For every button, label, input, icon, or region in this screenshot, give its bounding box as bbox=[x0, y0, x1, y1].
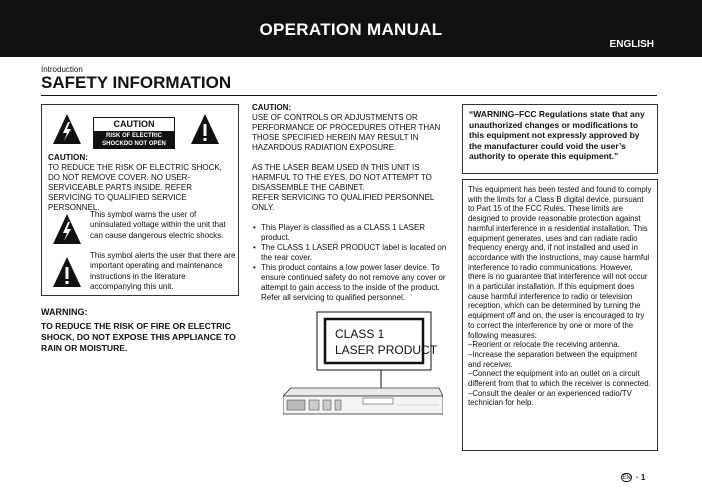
laser-label-illustration bbox=[283, 310, 443, 420]
list-item: –Reorient or relocate the receiving antenna. bbox=[468, 340, 620, 350]
fcc-info-box bbox=[462, 179, 658, 451]
laser-caution-heading: CAUTION: bbox=[252, 103, 292, 112]
laser-label-line-1: CLASS 1 bbox=[335, 327, 385, 341]
fcc-info-text: This equipment has been tested and found to comply with the limits for a Class B digital device, pursuant to Part 15 of the FCC Rules. These limits are designed to provide reasonable protection against harmful interference in a residential installation. This equipment generates, uses and can radiate radio frequency energy and, if not installed and used in accordance with the instructions, may cause harmful interference to radio communications. However, there is no guarantee that interference will not occur in a particular installation. If this equipment does cause harmful interference to radio or television reception, which can be determined by turning the equipment off and on, the user is encouraged to try to correct the interference by one or more of the following measures: bbox=[468, 185, 652, 340]
caution-label bbox=[93, 117, 175, 149]
list-item: –Consult the dealer or an experienced radio/TV technician for help. bbox=[468, 388, 632, 408]
title-rule bbox=[41, 95, 657, 96]
caution-label-line-1: RISK OF ELECTRIC bbox=[105, 133, 162, 139]
page-header bbox=[0, 0, 702, 57]
exclamation-symbol-text: This symbol alerts the user that there are important operating and maintenance instructions in the literature accompanying this unit. bbox=[90, 251, 236, 291]
electric-shock-symbol-text: This symbol warns the user of uninsulated voltage within the unit that can cause dangerous electric shocks. bbox=[90, 210, 226, 240]
warning-heading: WARNING: bbox=[41, 307, 88, 317]
caution-label-line-2: SHOCKDO NOT OPEN bbox=[102, 141, 166, 147]
exclamation-warning-icon bbox=[190, 113, 220, 145]
list-item: • This Player is classified as a CLASS 1 LASER product. bbox=[261, 223, 452, 243]
fcc-warning-box: “WARNING–FCC Regulations state that any unauthorized changes or modifications to this equipment not expressly approved by the manufacturer could void the user’s authority to operate this equipment.” bbox=[462, 104, 658, 174]
caution-box bbox=[41, 104, 239, 296]
caution-heading: CAUTION: bbox=[48, 153, 89, 162]
electric-shock-symbol-icon bbox=[52, 213, 82, 245]
laser-caution-column bbox=[252, 103, 452, 303]
list-item: • This product contains a low power laser device. To ensure continued safety do not remove any cover or attempt to gain access to the inside of the product. Refer all servicing to qualified personnel. bbox=[261, 263, 452, 303]
list-item: –Increase the separation between the equipment and receiver. bbox=[468, 349, 638, 369]
manual-title: OPERATION MANUAL bbox=[259, 20, 443, 39]
section-title: SAFETY INFORMATION bbox=[41, 73, 232, 92]
warning-text: TO REDUCE THE RISK OF FIRE OR ELECTRIC SHOCK, DO NOT EXPOSE THIS APPLIANCE TO RAIN OR MOISTURE. bbox=[41, 321, 236, 353]
laser-caution-para-3: REFER SERVICING TO QUALIFIED PERSONNEL ONLY. bbox=[252, 193, 434, 212]
laser-label-line-2: LASER PRODUCT bbox=[335, 343, 438, 357]
electric-shock-warning-icon bbox=[52, 113, 82, 145]
exclamation-symbol-icon bbox=[52, 256, 82, 288]
section-label: Introduction bbox=[41, 65, 83, 74]
laser-caution-para-2: AS THE LASER BEAM USED IN THIS UNIT IS HARMFUL TO THE EYES, DO NOT ATTEMPT TO DISASSEMBLE THE CABINET. bbox=[252, 163, 432, 192]
page-number: · 1 bbox=[636, 473, 646, 482]
laser-bullet-list bbox=[252, 223, 452, 303]
caution-label-title: CAUTION bbox=[94, 118, 174, 131]
list-item: –Connect the equipment into an outlet on a circuit different from that to which the receiver is connected. bbox=[468, 369, 651, 389]
laser-caution-para-1: USE OF CONTROLS OR ADJUSTMENTS OR PERFORMANCE OF PROCEDURES OTHER THAN THOSE SPECIFIED HEREIN MAY RESULT IN HAZARDOUS RADIATION EXPOSURE. bbox=[252, 113, 441, 152]
language-badge: EN bbox=[622, 475, 631, 481]
list-item: • The CLASS 1 LASER PRODUCT label is located on the rear cover. bbox=[261, 243, 452, 263]
language-label: ENGLISH bbox=[609, 39, 654, 50]
caution-label-subtitle bbox=[94, 131, 174, 148]
caution-text: TO REDUCE THE RISK OF ELECTRIC SHOCK, DO NOT REMOVE COVER. NO USER-SERVICEABLE PARTS INSIDE. REFER SERVICING TO QUALIFIED SERVICE PERSONNEL. bbox=[48, 163, 222, 212]
